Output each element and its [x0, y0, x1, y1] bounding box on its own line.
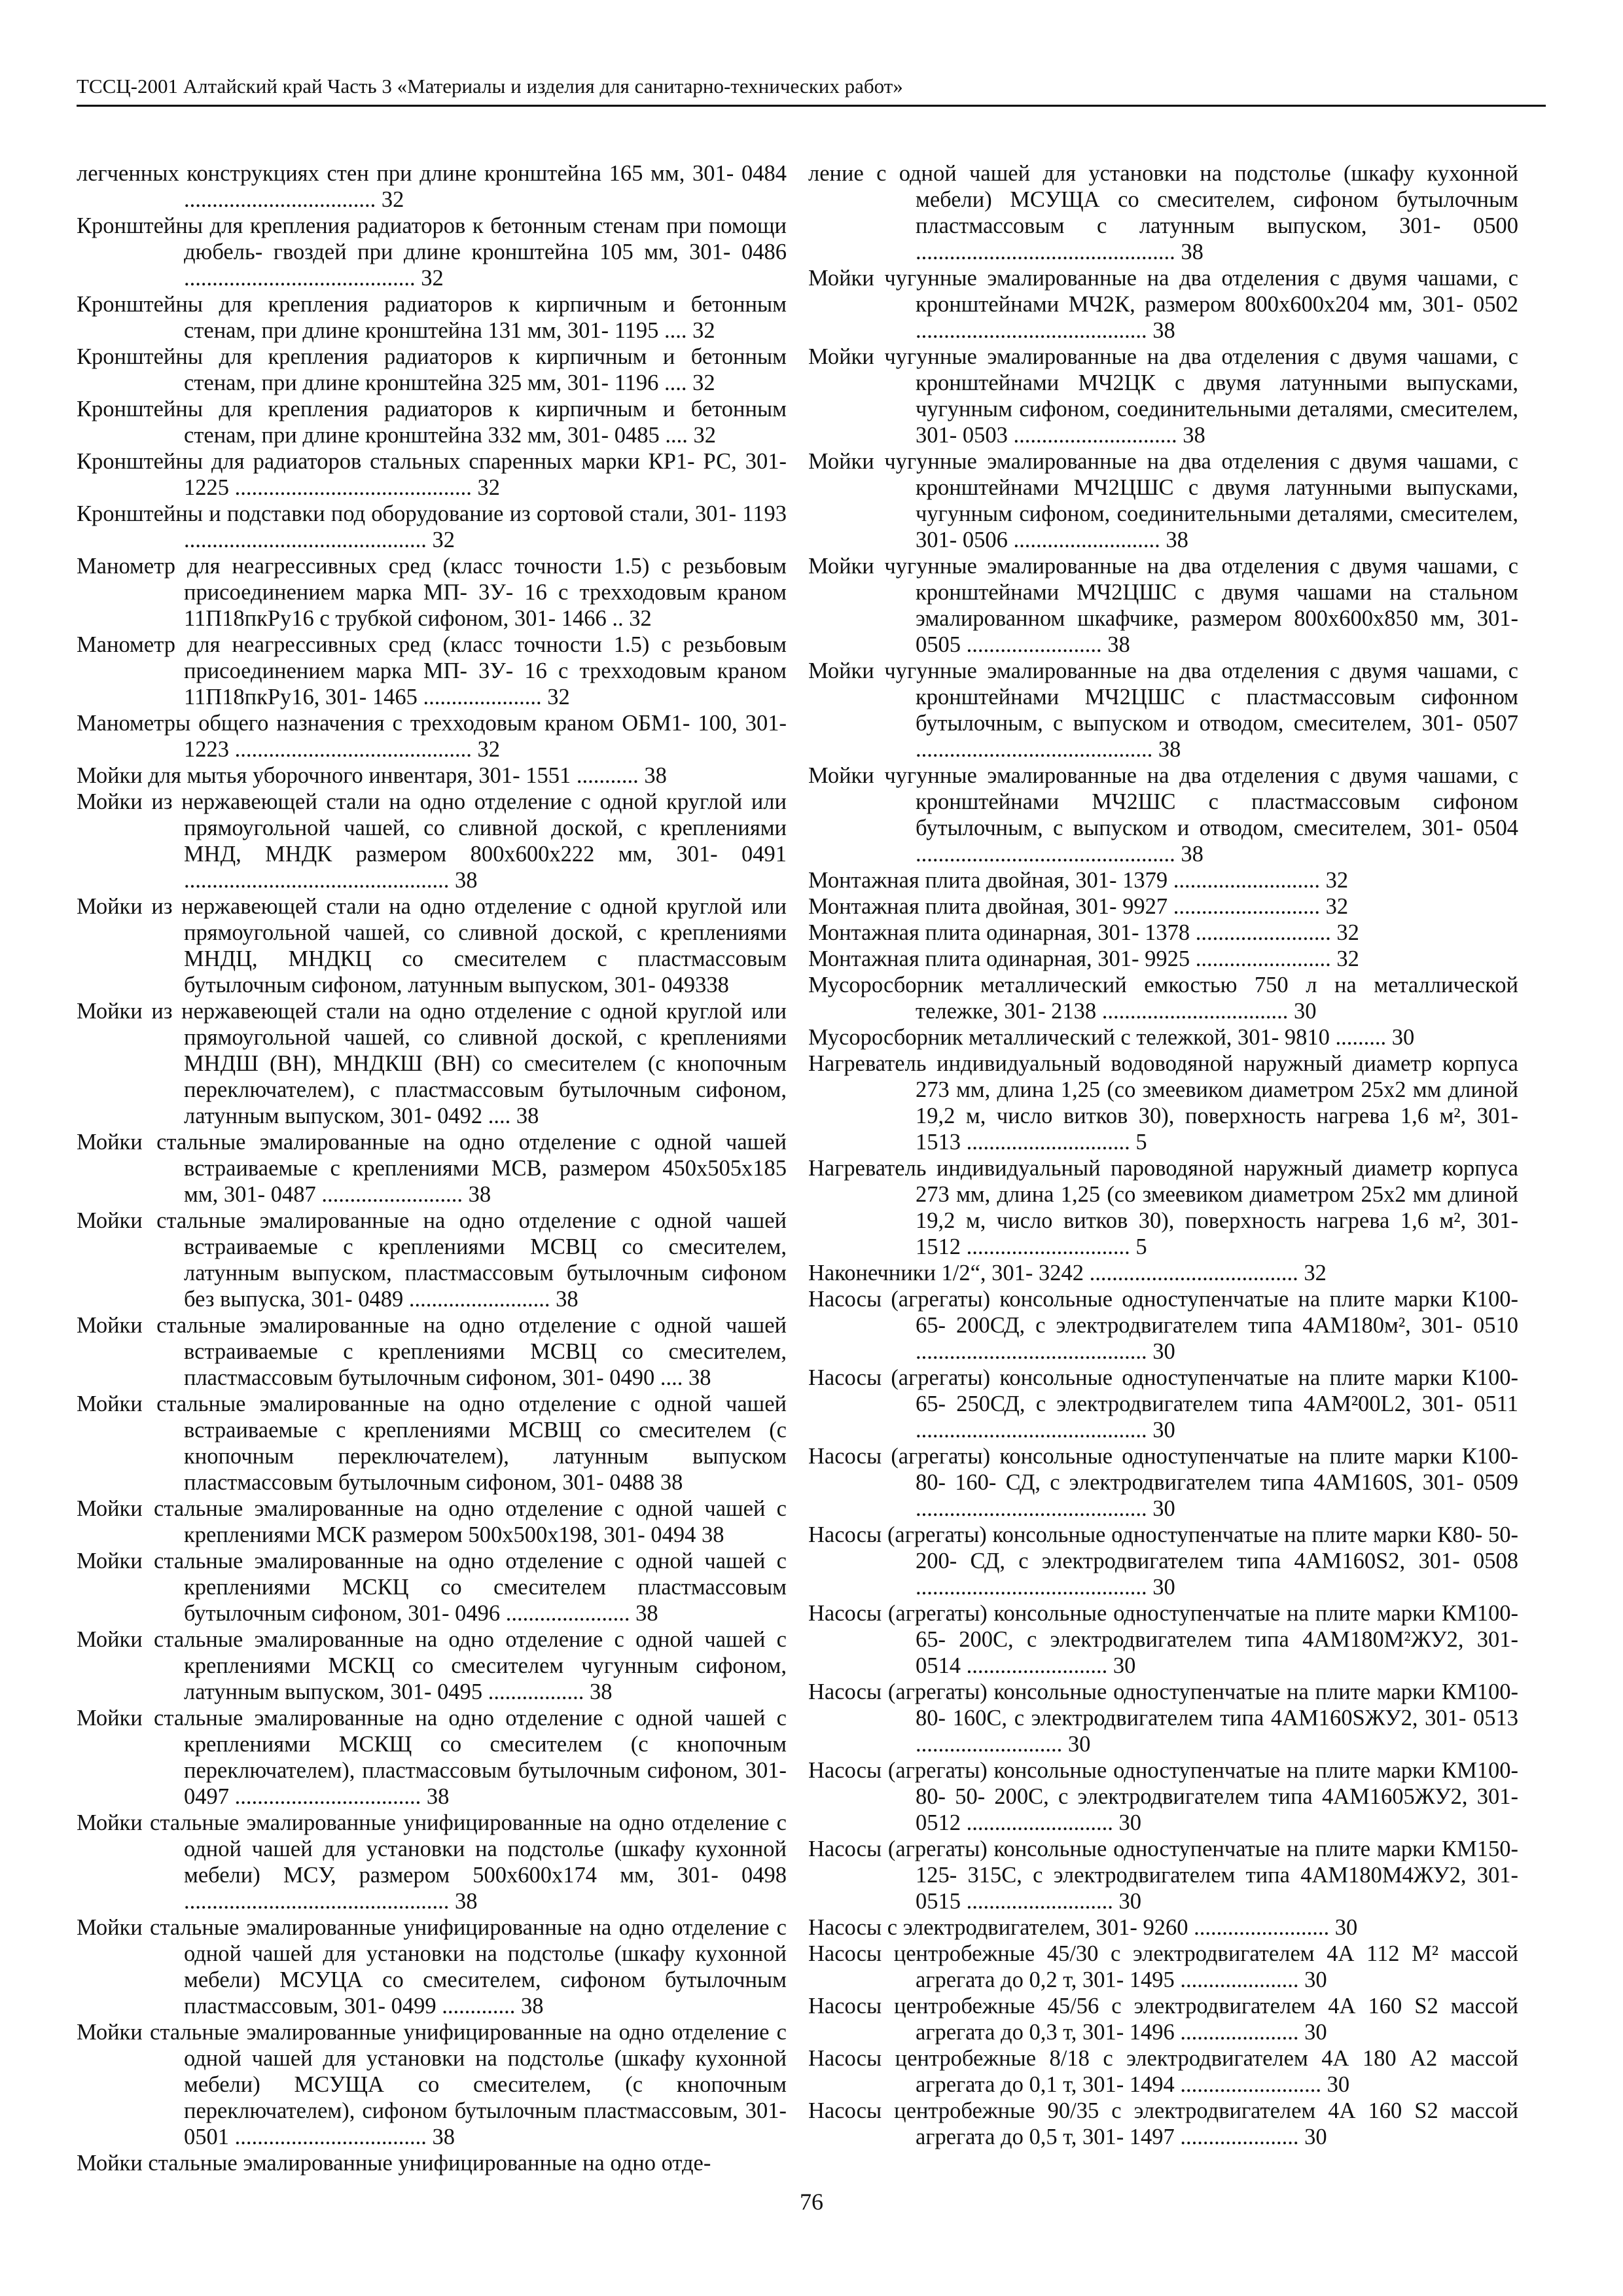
index-entry: Кронштейны для радиаторов стальных спаренных марки КР1- РС, 301- 1225 .......................................... 32	[77, 449, 787, 500]
index-entry: Мусоросборник металлический емкостью 750 л на металлической тележке, 301- 2138 ................................. 30	[808, 973, 1518, 1024]
index-entry: Мойки стальные эмалированные на одно отделение с одной чашей с креплениями МСК размером 500х500х198, 301- 0494 38	[77, 1496, 787, 1547]
index-entry: Мойки из нержавеющей стали на одно отделение с одной круглой или прямоугольной чашей, со сливной доской, с креплениями МНДШ (ВН), МНДКШ (ВН) со смесителем (с кнопочным переключателем), с пластмассовым бутылочным сифоном, латунным выпуском, 301- 0492 .... 38	[77, 999, 787, 1128]
index-entry: Насосы центробежные 45/30 с электродвигателем 4А 112 М² массой агрегата до 0,2 т, 301- 1495 ..................... 30	[808, 1941, 1518, 1992]
index-entry: Мойки для мытья уборочного инвентаря, 301- 1551 ........... 38	[77, 763, 667, 788]
index-entry: Насосы (агрегаты) консольные одноступенчатые на плите марки К80- 50- 200- СД, с электродвигателем типа 4АМ160S2, 301- 0508 ......................................... 30	[808, 1522, 1518, 1600]
index-entry: Монтажная плита одинарная, 301- 1378 ........................ 32	[808, 920, 1359, 945]
index-entry: Мусоросборник металлический с тележкой, 301- 9810 ......... 30	[808, 1025, 1415, 1050]
index-entry: Мойки стальные эмалированные на одно отделение с одной чашей с креплениями МСКЦ со смесителем чугунным сифоном, латунным выпуском, 301- 0495 ................. 38	[77, 1627, 787, 1704]
index-column-left	[77, 160, 787, 2176]
index-entry: Мойки чугунные эмалированные на два отделения с двумя чашами, с кронштейнами МЧ2ЦШС с пластмассовым сифонном бутылочным, с выпуском и отводом, смесителем, 301- 0507 .......................................... 38	[808, 658, 1518, 762]
index-entry: Насосы центробежные 90/35 с электродвигателем 4А 160 S2 массой агрегата до 0,5 т, 301- 1497 ..................... 30	[808, 2098, 1518, 2149]
index-column-right	[808, 160, 1518, 2150]
index-entry: Мойки стальные эмалированные на одно отделение с одной чашей с креплениями МСКЦ со смесителем пластмассовым бутылочным сифоном, 301- 0496 ...................... 38	[77, 1549, 787, 1626]
index-entry: Манометры общего назначения с трехходовым краном ОБМ1- 100, 301- 1223 .......................................... 32	[77, 711, 787, 762]
index-entry: Монтажная плита одинарная, 301- 9925 ........................ 32	[808, 946, 1359, 971]
index-entry: Манометр для неагрессивных сред (класс точности 1.5) с резьбовым присоединением марка МП- 3У- 16 с трехходовым краном 11П18пкРу16 с трубкой сифоном, 301- 1466 .. 32	[77, 554, 787, 631]
index-entry: Нагреватель индивидуальный водоводяной наружный диаметр корпуса 273 мм, длина 1,25 (со змеевиком диаметром 25х2 мм длиной 19,2 м, число витков 30), поверхность нагрева 1,6 м², 301- 1513 ............................. 5	[808, 1051, 1518, 1155]
index-entry: ление с одной чашей для установки на подстолье (шкафу кухонной мебели) МСУЩА со смесителем, сифоном бутылочным пластмассовым с латунным выпуском, 301- 0500 .............................................. 38	[808, 161, 1518, 264]
index-entry: Насосы (агрегаты) консольные одноступенчатые на плите марки КМ100- 80- 50- 200С, с электродвигателем типа 4АМ1605ЖУ2, 301- 0512 .......................... 30	[808, 1758, 1518, 1835]
index-entry: Насосы (агрегаты) консольные одноступенчатые на плите марки К100- 80- 160- СД, с электродвигателем типа 4АМ160S, 301- 0509 ......................................... 30	[808, 1444, 1518, 1521]
page-number: 76	[800, 2189, 823, 2215]
index-entry: Мойки чугунные эмалированные на два отделения с двумя чашами, с кронштейнами МЧ2ШС с пластмассовым сифоном бутылочным, с выпуском и отводом, смесителем, 301- 0504 .............................................. 38	[808, 763, 1518, 867]
index-entry: Мойки из нержавеющей стали на одно отделение с одной круглой или прямоугольной чашей, со сливной доской, с креплениями МНДЦ, МНДКЦ со смесителем с пластмассовым бутылочным сифоном, латунным выпуском, 301- 049338	[77, 894, 787, 997]
index-entry: Монтажная плита двойная, 301- 9927 .......................... 32	[808, 894, 1349, 919]
index-entry: Мойки чугунные эмалированные на два отделения с двумя чашами, с кронштейнами МЧ2ЦШС с двумя чашами на стальном эмалированном шкафчике, размером 800х600х850 мм, 301- 0505 ........................ 38	[808, 554, 1518, 657]
index-entry: Мойки чугунные эмалированные на два отделения с двумя чашами, с кронштейнами МЧ2ЦК с двумя латунными выпусками, чугунным сифоном, соединительными деталями, смесителем, 301- 0503 ............................. 38	[808, 344, 1518, 448]
index-entry: Мойки стальные эмалированные унифицированные на одно отделение с одной чашей для установки на подстолье (шкафу кухонной мебели) МСУ, размером 500х600х174 мм, 301- 0498 ............................................... 38	[77, 1810, 787, 1914]
index-entry: легченных конструкциях стен при длине кронштейна 165 мм, 301- 0484 .................................. 32	[77, 161, 787, 212]
index-entry: Нагреватель индивидуальный пароводяной наружный диаметр корпуса 273 мм, длина 1,25 (со змеевиком диаметром 25х2 мм длиной 19,2 м, число витков 30), поверхность нагрева 1,6 м², 301- 1512 ............................. 5	[808, 1156, 1518, 1259]
index-entry: Мойки стальные эмалированные на одно отделение с одной чашей с креплениями МСКЩ со смесителем (с кнопочным переключателем), пластмассовым бутылочным сифоном, 301- 0497 ................................. 38	[77, 1706, 787, 1809]
index-entry: Насосы (агрегаты) консольные одноступенчатые на плите марки КМ150- 125- 315С, с электродвигателем типа 4АМ180М4ЖУ2, 301- 0515 .......................... 30	[808, 1837, 1518, 1914]
index-entry: Насосы с электродвигателем, 301- 9260 ........................ 30	[808, 1915, 1358, 1940]
index-entry: Наконечники 1/2“, 301- 3242 ..................................... 32	[808, 1261, 1327, 1285]
index-entry: Мойки стальные эмалированные на одно отделение с одной чашей встраиваемые с креплениями МСВЩ со смесителем (с кнопочным переключателем), латунным выпуском пластмассовым бутылочным сифоном, 301- 0488 38	[77, 1391, 787, 1495]
index-entry: Мойки стальные эмалированные унифицированные на одно отделение с одной чашей для установки на подстолье (шкафу кухонной мебели) МСУЩА со смесителем, (с кнопочным переключателем), сифоном бутылочным пластмассовым, 301- 0501 .................................. 38	[77, 2020, 787, 2149]
page-header: ТССЦ-2001 Алтайский край Часть 3 «Материалы и изделия для санитарно-технических работ»	[77, 75, 903, 98]
index-entry: Мойки стальные эмалированные на одно отделение с одной чашей встраиваемые с креплениями МСВЦ со смесителем, пластмассовым бутылочным сифоном, 301- 0490 .... 38	[77, 1313, 787, 1390]
header-rule	[77, 105, 1546, 107]
index-entry: Кронштейны для крепления радиаторов к кирпичным и бетонным стенам, при длине кронштейна 325 мм, 301- 1196 .... 32	[77, 344, 787, 395]
index-entry: Насосы (агрегаты) консольные одноступенчатые на плите марки К100- 65- 250СД, с электродвигателем типа 4АМ²00L2, 301- 0511 ......................................... 30	[808, 1365, 1518, 1443]
index-entry: Кронштейны для крепления радиаторов к кирпичным и бетонным стенам, при длине кронштейна 131 мм, 301- 1195 .... 32	[77, 292, 787, 343]
index-entry: Мойки из нержавеющей стали на одно отделение с одной круглой или прямоугольной чашей, со сливной доской, с креплениями МНД, МНДК размером 800х600х222 мм, 301- 0491 ............................................... 38	[77, 789, 787, 893]
index-entry: Мойки чугунные эмалированные на два отделения с двумя чашами, с кронштейнами МЧ2ЦШС с двумя латунными выпусками, чугунным сифоном, соединительными деталями, смесителем, 301- 0506 .......................... 38	[808, 449, 1518, 552]
index-entry: Насосы (агрегаты) консольные одноступенчатые на плите марки КМ100- 80- 160С, с электродвигателем типа 4АМ160SЖУ2, 301- 0513 .......................... 30	[808, 1679, 1518, 1757]
index-entry: Мойки чугунные эмалированные на два отделения с двумя чашами, с кронштейнами МЧ2К, размером 800х600х204 мм, 301- 0502 ......................................... 38	[808, 266, 1518, 343]
index-entry: Насосы (агрегаты) консольные одноступенчатые на плите марки КМ100- 65- 200С, с электродвигателем типа 4АМ180М²ЖУ2, 301- 0514 ......................... 30	[808, 1601, 1518, 1678]
index-entry: Мойки стальные эмалированные унифицированные на одно отделение с одной чашей для установки на подстолье (шкафу кухонной мебели) МСУЦА со смесителем, сифоном бутылочным пластмассовым, 301- 0499 ............. 38	[77, 1915, 787, 2018]
index-entry: Мойки стальные эмалированные унифицированные на одно отде-	[77, 2151, 711, 2176]
index-entry: Кронштейны для крепления радиаторов к бетонным стенам при помощи дюбель- гвоздей при длине кронштейна 105 мм, 301- 0486 ......................................... 32	[77, 213, 787, 291]
index-entry: Кронштейны и подставки под оборудование из сортовой стали, 301- 1193 ........................................... 32	[77, 501, 787, 552]
index-entry: Насосы центробежные 8/18 с электродвигателем 4А 180 А2 массой агрегата до 0,1 т, 301- 1494 ......................... 30	[808, 2046, 1518, 2097]
index-entry: Кронштейны для крепления радиаторов к кирпичным и бетонным стенам, при длине кронштейна 332 мм, 301- 0485 .... 32	[77, 397, 787, 448]
index-entry: Мойки стальные эмалированные на одно отделение с одной чашей встраиваемые с креплениями МСВЦ со смесителем, латунным выпуском, пластмассовым бутылочным сифоном без выпуска, 301- 0489 ......................... 38	[77, 1208, 787, 1312]
index-entry: Насосы (агрегаты) консольные одноступенчатые на плите марки К100- 65- 200СД, с электродвигателем типа 4АМ180м², 301- 0510 ......................................... 30	[808, 1287, 1518, 1364]
index-entry: Насосы центробежные 45/56 с электродвигателем 4А 160 S2 массой агрегата до 0,3 т, 301- 1496 ..................... 30	[808, 1994, 1518, 2045]
index-entry: Мойки стальные эмалированные на одно отделение с одной чашей встраиваемые с креплениями МСВ, размером 450х505х185 мм, 301- 0487 ......................... 38	[77, 1130, 787, 1207]
index-entry: Монтажная плита двойная, 301- 1379 .......................... 32	[808, 868, 1349, 893]
index-entry: Манометр для неагрессивных сред (класс точности 1.5) с резьбовым присоединением марка МП- 3У- 16 с трехходовым краном 11П18пкРу16, 301- 1465 ..................... 32	[77, 632, 787, 709]
